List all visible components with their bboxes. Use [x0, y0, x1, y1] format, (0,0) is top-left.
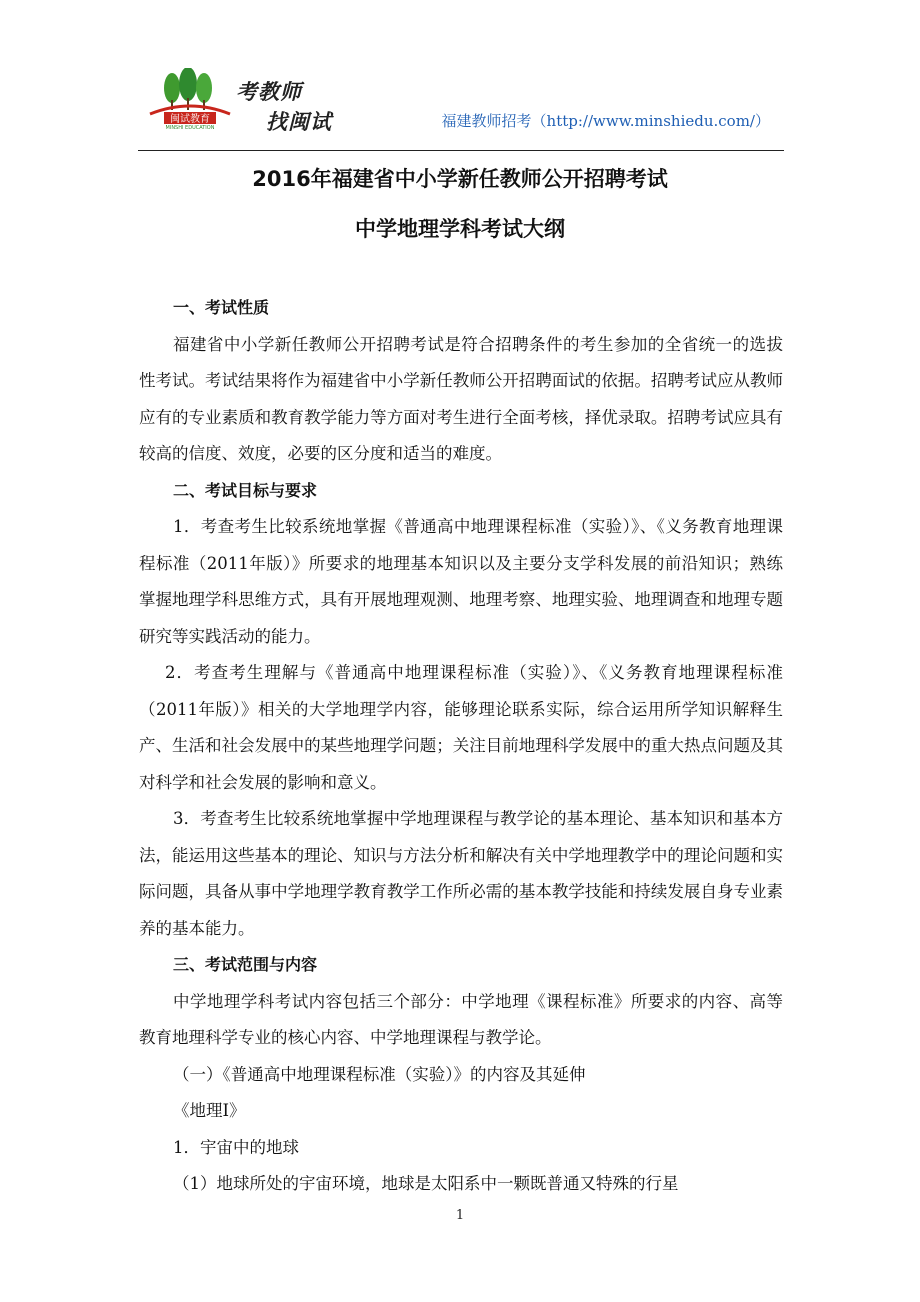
section-1-paragraph: 福建省中小学新任教师公开招聘考试是符合招聘条件的考生参加的全省统一的选拔性考试。考试结果将作为福建省中小学新任教师公开招聘面试的依据。招聘考试应从教师应有的专业素质和教育教学能力等方面对考生进行全面考核，择优录取。招聘考试应具有较高的信度、效度，必要的区分度和适当的难度。 [139, 334, 783, 463]
document-subtitle: 中学地理学科考试大纲 [355, 217, 565, 241]
logo-badge: 闽试教育 [170, 114, 210, 125]
section-heading-1: 一、考试性质 [173, 298, 270, 317]
section-2-item-1: 1．考查考生比较系统地掌握《普通高中地理课程标准（实验）》、《义务教育地理课程标准（2011年版）》所要求的地理基本知识以及主要分支学科发展的前沿知识；熟练掌握地理学科思维方式，具有开展地理观测、地理考察、地理实验、地理调查和地理专题研究等实践活动的能力。 [139, 517, 783, 646]
document-body [139, 290, 783, 1203]
page-number: 1 [455, 1208, 465, 1223]
document-title: 2016年福建省中小学新任教师公开招聘考试 [252, 167, 668, 191]
header-divider [138, 150, 784, 151]
logo-subtitle: MINSHI EDUCATION [165, 125, 215, 130]
section-heading-3: 三、考试范围与内容 [173, 955, 318, 974]
topic-item: （1）地球所处的宇宙环境，地球是太阳系中一颗既普通又特殊的行星 [173, 1174, 679, 1193]
page-header [138, 62, 784, 148]
section-2-item-3: 3．考查考生比较系统地掌握中学地理课程与教学论的基本理论、基本知识和基本方法，能运用这些基本的理论、知识与方法分析和解决有关中学地理教学中的理论问题和实际问题，具备从事中学地理学教育教学工作所必需的基本教学技能和持续发展自身专业素养的基本能力。 [139, 809, 783, 938]
subsection-heading: （一）《普通高中地理课程标准（实验）》的内容及其延伸 [173, 1064, 586, 1084]
site-link[interactable]: 福建教师招考（http://www.minshiedu.com/） [441, 112, 770, 130]
logo-slogan-line2: 找闽试 [266, 110, 332, 134]
module-title: 《地理Ⅰ》 [173, 1101, 246, 1120]
logo-slogan-line1: 考教师 [236, 80, 302, 104]
section-heading-2: 二、考试目标与要求 [173, 480, 318, 500]
section-3-paragraph: 中学地理学科考试内容包括三个部分：中学地理《课程标准》所要求的内容、高等教育地理科学专业的核心内容、中学地理课程与教学论。 [139, 991, 783, 1047]
section-2-item-2: 2．考查考生理解与《普通高中地理课程标准（实验）》、《义务教育地理课程标准（2011年版）》相关的大学地理学内容，能够理论联系实际，综合运用所学知识解释生产、生活和社会发展中的某些地理学问题；关注目前地理科学发展中的重大热点问题及其对科学和社会发展的影响和意义。 [139, 663, 783, 792]
tree-logo-icon [144, 68, 236, 130]
topic-title: 1．宇宙中的地球 [173, 1137, 299, 1157]
logo [144, 68, 354, 134]
